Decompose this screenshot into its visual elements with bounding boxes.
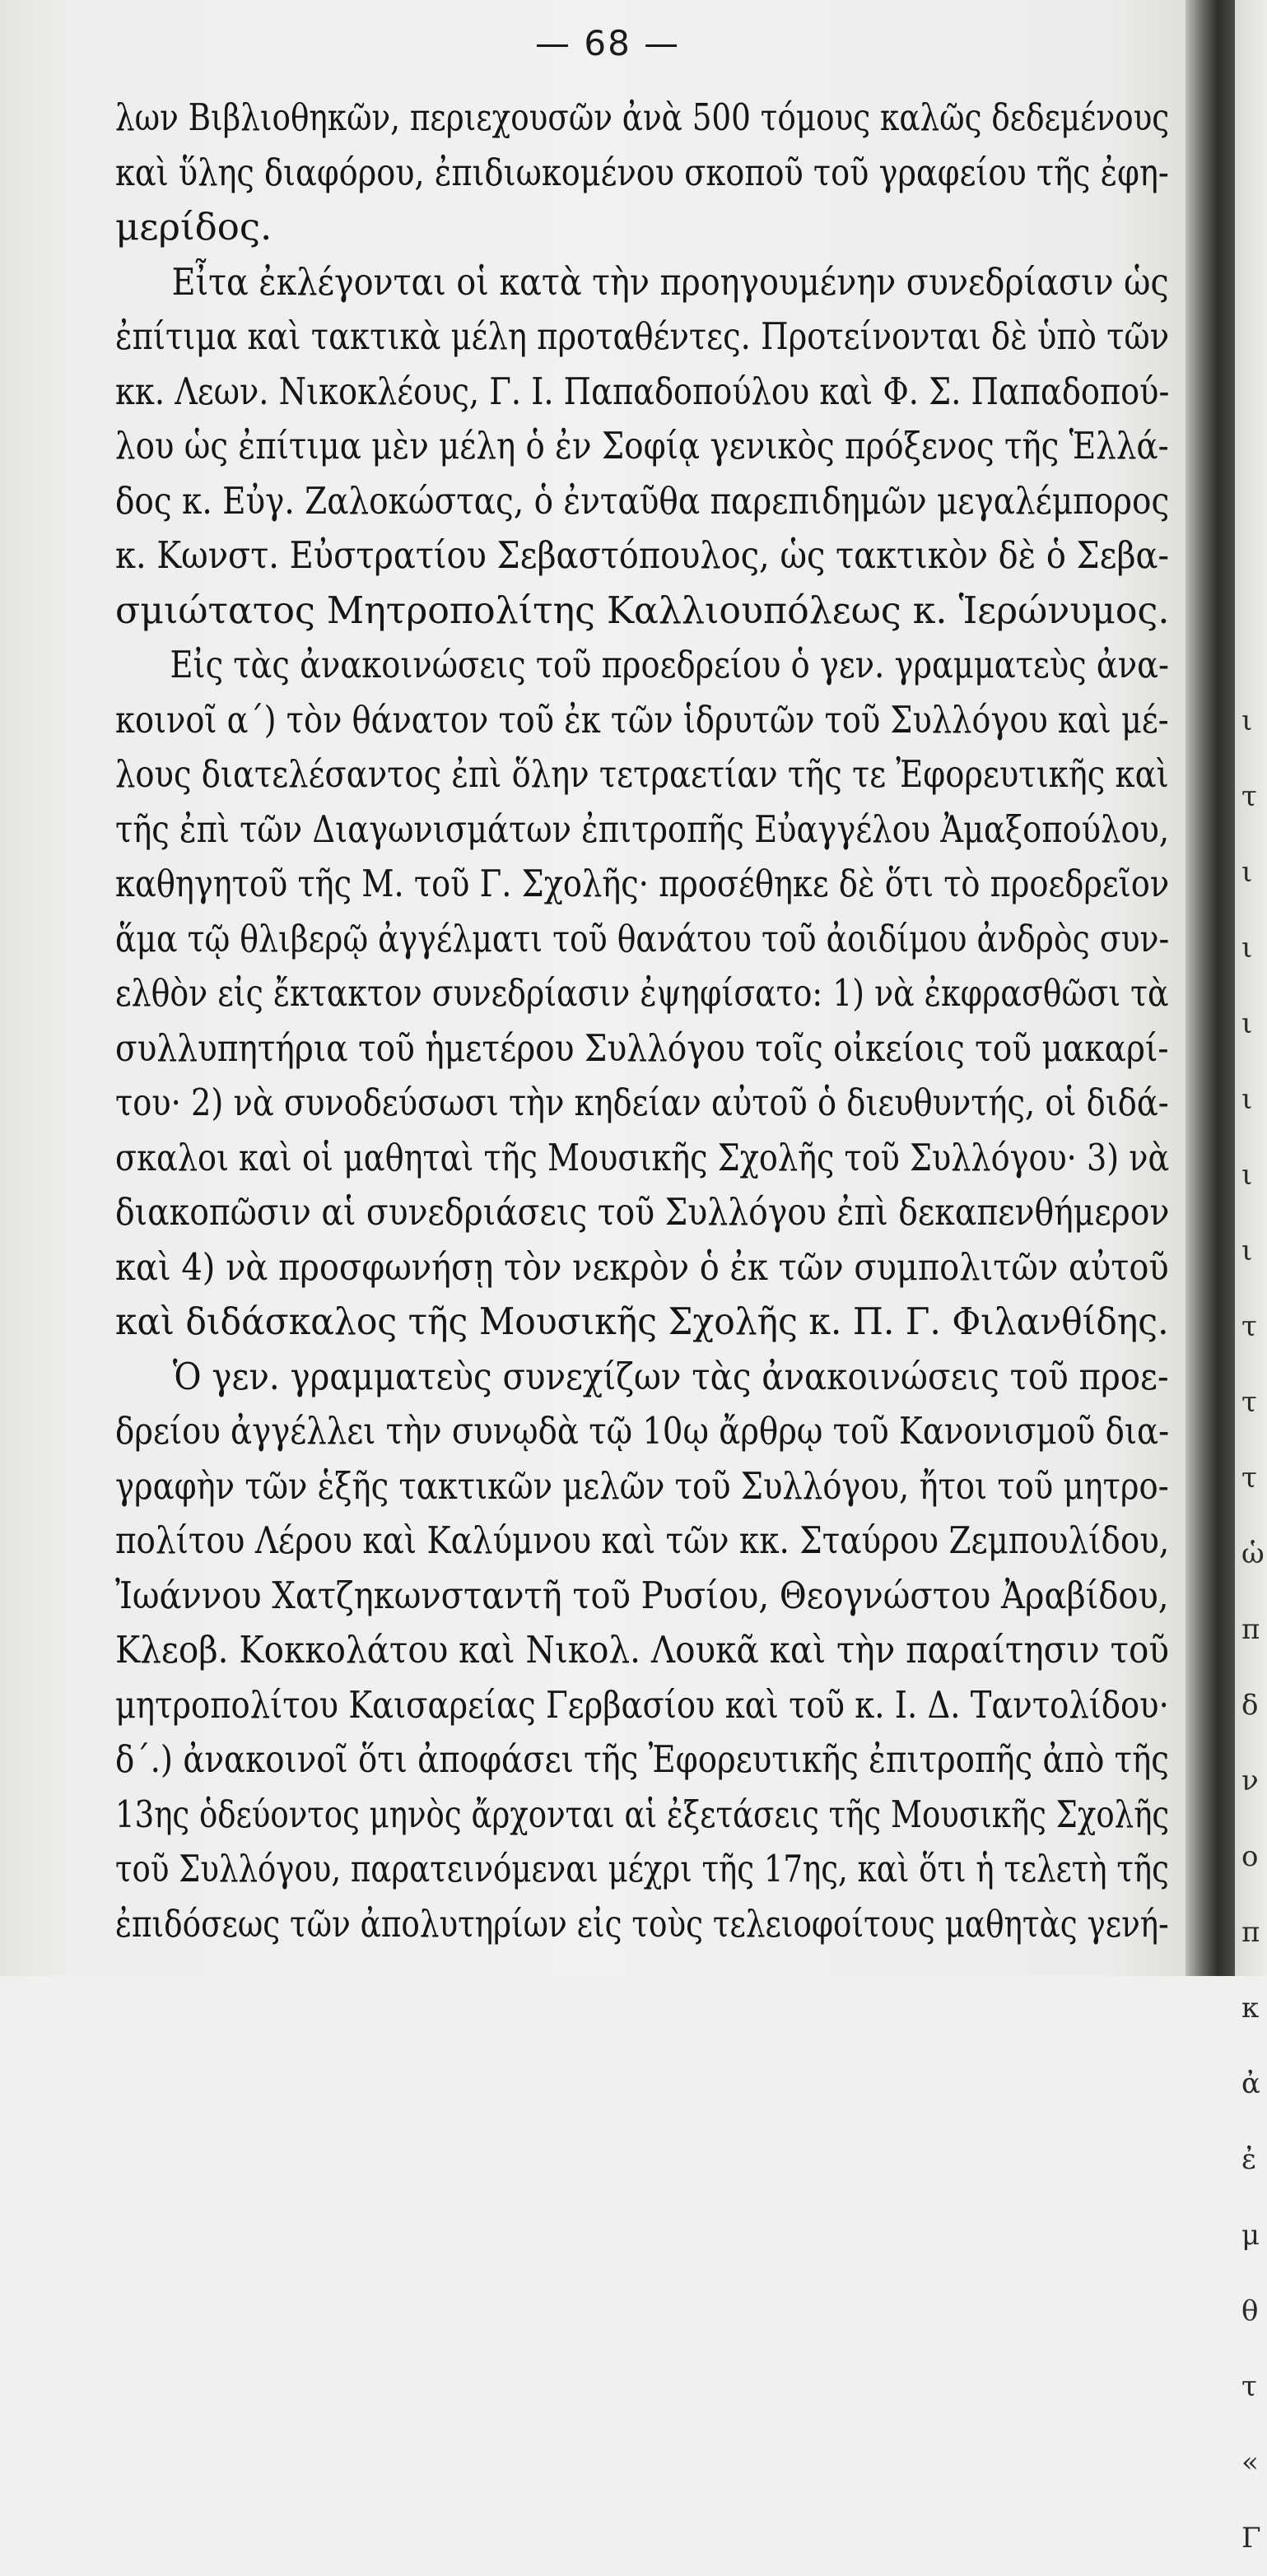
next-page-margin-letter: ι <box>1241 1083 1253 1116</box>
next-page-margin-letter: τ <box>1241 2370 1257 2403</box>
next-page-margin-letter: ι <box>1241 932 1253 965</box>
text-line: καθηγητοῦ τῆς Μ. τοῦ Γ. Σχολῆς· προσέθηκε δὲ ὅτι τὸ προεδρεῖον <box>115 862 1170 905</box>
text-line: 13ης ὁδεύοντος μηνὸς ἄρχονται αἱ ἐξετάσεις τῆς Μουσικῆς Σχολῆς <box>115 1792 1170 1836</box>
text-line: πολίτου Λέρου καὶ Καλύμνου καὶ τῶν κκ. Σταύρου Ζεμπουλίδου, <box>115 1518 1170 1562</box>
next-page-margin-letters <box>1241 683 1266 2576</box>
text-line: ελθὸν εἰς ἔκτακτον συνεδρίασιν ἐψηφίσατο: 1) νὰ ἐκφρασθῶσι τὰ <box>115 971 1169 1015</box>
text-line: λων Βιβλιοθηκῶν, περιεχουσῶν ἀνὰ 500 τόμους καλῶς δεδεμένους <box>115 95 1170 139</box>
text-line: ἐπιδόσεως τῶν ἀπολυτηρίων εἰς τοὺς τελειοφοίτους μαθητὰς γενή- <box>115 1901 1169 1946</box>
text-line: κοινοῖ α΄) τὸν θάνατον τοῦ ἐκ τῶν ἱδρυτῶν τοῦ Συλλόγου καὶ μέ- <box>115 697 1169 742</box>
text-line: μερίδος. <box>115 205 272 249</box>
text-line: καὶ 4) νὰ προσφωνήσῃ τὸν νεκρὸν ὁ ἐκ τῶν συμπολιτῶν αὐτοῦ <box>115 1244 1169 1289</box>
text-line: Κλεοβ. Κοκκολάτου καὶ Νικολ. Λουκᾶ καὶ τὴν παραίτησιν τοῦ <box>115 1628 1170 1672</box>
next-page-margin-letter: ι <box>1241 856 1253 889</box>
book-spine-shadow <box>1185 0 1235 1976</box>
text-line: Ἰωάννου Χατζηκωνσταντῆ τοῦ Ρυσίου, Θεογνώστου Ἀραβίδου, <box>115 1573 1169 1617</box>
page-number: — 68 — <box>535 23 681 63</box>
next-page-margin-letter: τ <box>1241 780 1257 813</box>
text-line: Εἶτα ἐκλέγονται οἱ κατὰ τὴν προηγουμένην συνεδρίασιν ὡς <box>171 259 1169 304</box>
next-page-margin-letter: δ <box>1241 1689 1259 1722</box>
text-line: του· 2) νὰ συνοδεύσωσι τὴν κηδείαν αὐτοῦ ὁ διευθυντής, οἱ διδά- <box>115 1081 1169 1124</box>
next-page-margin-letter: τ <box>1241 1386 1257 1419</box>
text-line: δ΄.) ἀνακοινοῖ ὅτι ἀποφάσει τῆς Ἐφορευτικῆς ἐπιτροπῆς ἀπὸ τῆς <box>115 1737 1169 1781</box>
text-line: δος κ. Εὐγ. Ζαλοκώστας, ὁ ἐνταῦθα παρεπιδημῶν μεγαλέμπορος <box>115 478 1170 523</box>
next-page-margin-letter: κ <box>1241 1992 1260 2025</box>
text-line: κκ. Λεων. Νικοκλέους, Γ. Ι. Παπαδοπούλου καὶ Φ. Σ. Παπαδοπού- <box>115 369 1170 413</box>
next-page-margin-letter: ν <box>1241 1765 1259 1797</box>
next-page-margin-letter: ι <box>1241 1159 1253 1192</box>
text-line: Ὁ γεν. γραμματεὺς συνεχίζων τὰς ἀνακοινώσεις τοῦ προε- <box>172 1354 1169 1398</box>
text-line: δρείου ἀγγέλλει τὴν συνῳδὰ τῷ 10ῳ ἄρθρῳ τοῦ Κανονισμοῦ δια- <box>115 1409 1170 1453</box>
next-page-margin-letter: ι <box>1241 1235 1253 1267</box>
text-line: σμιώτατος Μητροπολίτης Καλλιουπόλεως κ. Ἱερώνυμος. <box>115 588 1170 632</box>
text-line: συλλυπητήρια τοῦ ἡμετέρου Συλλόγου τοῖς οἰκείοις τοῦ μακαρί- <box>115 1025 1169 1070</box>
next-page-margin-letter: μ <box>1241 2219 1260 2252</box>
next-page-margin-letter: Γ <box>1241 2522 1261 2555</box>
text-line: καὶ διδάσκαλος τῆς Μουσικῆς Σχολῆς κ. Π. Γ. Φιλανθίδης. <box>115 1300 1169 1343</box>
text-line: λους διατελέσαντος ἐπὶ ὅλην τετραετίαν τῆς τε Ἐφορευτικῆς καὶ <box>115 752 1169 796</box>
text-line: τῆς ἐπὶ τῶν Διαγωνισμάτων ἐπιτροπῆς Εὐαγγέλου Ἀμαξοπούλου, <box>115 807 1170 851</box>
next-page-margin-letter: « <box>1241 2446 1259 2479</box>
text-line: μητροπολίτου Καισαρείας Γερβασίου καὶ τοῦ κ. Ι. Δ. Ταντολίδου· <box>115 1682 1169 1727</box>
text-line: διακοπῶσιν αἱ συνεδριάσεις τοῦ Συλλόγου ἐπὶ δεκαπενθήμερον <box>115 1190 1170 1234</box>
text-line: ἅμα τῷ θλιβερῷ ἀγγέλματι τοῦ θανάτου τοῦ ἀοιδίμου ἀνδρὸς συν- <box>115 916 1170 960</box>
text-line: σκαλοι καὶ οἱ μαθηταὶ τῆς Μουσικῆς Σχολῆς τοῦ Συλλόγου· 3) νὰ <box>115 1135 1170 1179</box>
next-page-margin-letter: ι <box>1241 704 1253 737</box>
body-text <box>115 91 1169 1951</box>
next-page-margin-letter: τ <box>1241 1462 1257 1495</box>
next-page-margin-letter: π <box>1241 1916 1260 1949</box>
text-line: τοῦ Συλλόγου, παρατεινόμεναι μέχρι τῆς 17ης, καὶ ὅτι ἡ τελετὴ τῆς <box>115 1847 1169 1890</box>
text-line: λου ὡς ἐπίτιμα μὲν μέλη ὁ ἐν Σοφίᾳ γενικὸς πρόξενος τῆς Ἑλλά- <box>115 424 1169 467</box>
text-line: ἐπίτιμα καὶ τακτικὰ μέλη προταθέντες. Προτείνονται δὲ ὑπὸ τῶν <box>115 314 1170 358</box>
next-page-margin-letter: ο <box>1241 1840 1259 1873</box>
text-line: καὶ ὕλης διαφόρου, ἐπιδιωκομένου σκοποῦ τοῦ γραφείου τῆς ἐφη- <box>115 150 1169 194</box>
next-page-margin-letter: ι <box>1241 1007 1253 1040</box>
next-page-margin-letter: τ <box>1241 1310 1257 1343</box>
next-page-margin-letter: ὡ <box>1241 1537 1265 1570</box>
next-page-margin-letter: ἀ <box>1241 2067 1260 2100</box>
next-page-margin-letter: θ <box>1241 2295 1259 2327</box>
next-page-margin-letter: ἐ <box>1241 2143 1257 2176</box>
next-page-edge <box>1235 0 1267 2555</box>
next-page-margin-letter: π <box>1241 1613 1260 1646</box>
text-line: κ. Κωνστ. Εὐστρατίου Σεβαστόπουλος, ὡς τακτικὸν δὲ ὁ Σεβα- <box>115 533 1169 577</box>
text-line: Εἰς τὰς ἀνακοινώσεις τοῦ προεδρείου ὁ γεν. γραμματεὺς ἀνα- <box>170 643 1169 686</box>
text-line: γραφὴν τῶν ἑξῆς τακτικῶν μελῶν τοῦ Συλλόγου, ἤτοι τοῦ μητρο- <box>115 1463 1169 1508</box>
